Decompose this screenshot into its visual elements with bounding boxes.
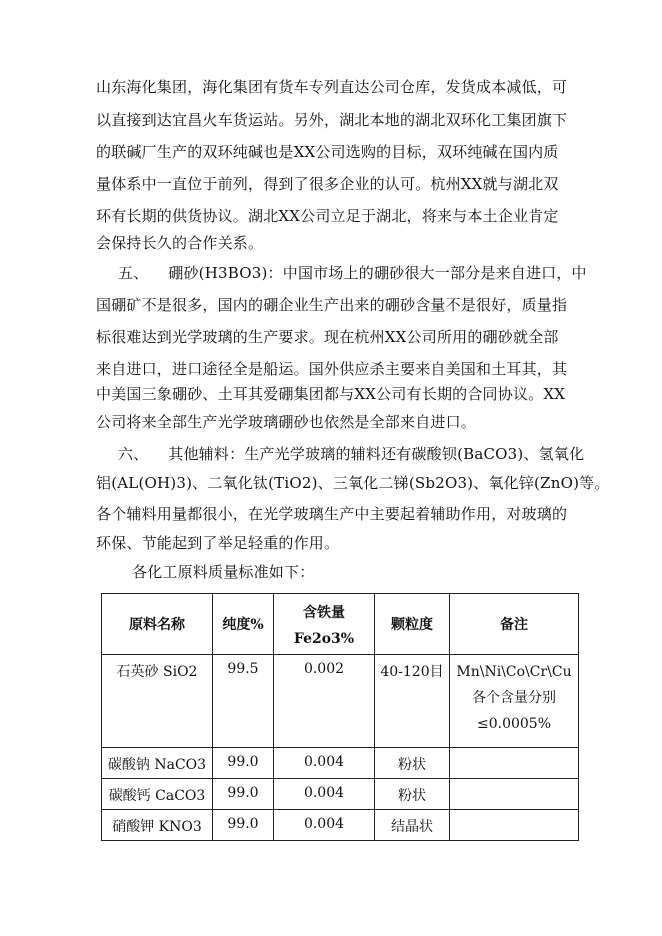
paragraph-line: 国硼矿不是很多，国内的硼企业生产出来的硼砂含量不是很好，质量指 [96,296,568,314]
cell-name: 石英砂 SiO2 [116,664,198,680]
note-line: 各个含量分别 [472,690,556,706]
table-row [102,810,579,841]
cell-note [450,779,579,810]
paragraph-line: 环有长期的供货协议。湖北XX公司立足于湖北，将来与本土企业肯定 [96,207,559,225]
cell-grain: 结晶状 [391,819,433,835]
cell-note [450,810,579,841]
header-iron [274,594,375,655]
cell-name: 硝酸钾 KNO3 [112,819,202,835]
paragraph-line: 的联碱厂生产的双环纯碱也是XX公司选购的目标，双环纯碱在国内质 [96,143,559,161]
cell-iron: 0.004 [303,754,345,770]
paragraph-line: 来自进口，进口途径全是船运。国外供应杀主要来自美国和土耳其，其 [96,360,568,378]
cell-note [450,655,579,748]
table-caption: 各化工原料质量标准如下： [132,563,315,581]
paragraph-line: 铝(AL(OH)3)、二氧化钛(TiO2)、三氧化二锑(Sb2O3)、氧化锌(ZnO)等。 [96,474,610,492]
table-row [102,779,579,810]
table-row [102,748,579,779]
paragraph-line: 会保持长久的合作关系。 [96,234,264,252]
cell-iron: 0.004 [303,816,345,832]
paragraph-line: 各个辅料用量都很小，在光学玻璃生产中主要起着辅助作用，对玻璃的 [96,505,568,523]
paragraph-line: 以直接到达宜昌火车货运站。另外，湖北本地的湖北双环化工集团旗下 [96,111,568,129]
paragraph-line: 量体系中一直位于前列，得到了很多企业的认可。杭州XX就与湖北双 [96,175,559,193]
paragraph-line: 山东海化集团，海化集团有货车专列直达公司仓库，发货成本减低，可 [96,78,568,96]
table-row [102,655,579,748]
cell-iron: 0.002 [303,661,345,677]
cell-purity: 99.0 [227,816,259,832]
section-five-heading-line: 五、 硼砂(H3BO3)：中国市场上的硼砂很大一部分是来自进口，中 [118,264,587,282]
paragraph-line: 标很难达到光学玻璃的生产要求。现在杭州XX公司所用的硼砂就全部 [96,328,559,346]
header-iron-line2: Fe2o3% [293,631,355,647]
paragraph-line: 环保、节能起到了举足轻重的作用。 [96,534,340,552]
cell-purity: 99.0 [227,785,259,801]
note-line: Mn\Ni\Co\Cr\Cu [456,664,572,680]
cell-grain: 粉状 [398,757,426,773]
cell-iron: 0.004 [303,785,345,801]
header-iron-line1: 含铁量 [303,605,345,621]
header-grain: 颗粒度 [375,594,450,655]
cell-note [450,748,579,779]
paragraph-line: 公司将来全部生产光学玻璃硼砂也依然是全部来自进口。 [96,413,477,431]
header-note: 备注 [450,594,579,655]
cell-purity: 99.0 [227,754,259,770]
cell-grain: 40-120目 [380,664,444,680]
raw-material-quality-table [101,593,579,841]
cell-grain: 粉状 [398,788,426,804]
cell-name: 碳酸钠 NaCO3 [107,757,207,773]
section-six-heading-line: 六、 其他辅料：生产光学玻璃的辅料还有碳酸钡(BaCO3)、氢氧化 [118,445,585,463]
paragraph-line: 中美国三象硼砂、土耳其爱硼集团都与XX公司有长期的合同协议。XX [96,385,566,403]
cell-name: 碳酸钙 CaCO3 [108,788,206,804]
cell-purity: 99.5 [227,661,259,677]
header-name: 原料名称 [102,594,213,655]
header-purity: 纯度% [213,594,274,655]
table-header-row [102,594,579,655]
note-line: ≤0.0005% [476,716,552,732]
